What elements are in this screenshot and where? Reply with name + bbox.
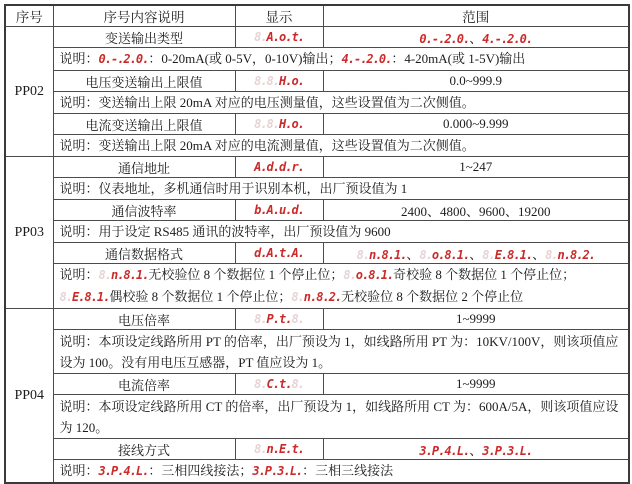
param-note: 说明：仪表地址，多机通信时用于识别本机，出厂预设值为 1	[53, 178, 629, 200]
seg-digit-lit: C.	[266, 377, 279, 391]
seg-digit-unlit: 8.	[291, 312, 304, 326]
param-note: 说明：变送输出上限 20mA 对应的电流测量值，这些设置值为二次侧值。	[53, 135, 629, 157]
param-display-7seg	[235, 439, 323, 460]
table-row	[5, 243, 629, 264]
seg-digit-lit: u.	[279, 203, 292, 217]
seg-digit-lit: t.	[291, 442, 304, 456]
seg-digit-lit: E.	[494, 247, 508, 262]
seg-digit-lit: L.	[519, 443, 533, 458]
seg-digit-unlit: 8.	[291, 290, 304, 304]
seg-digit-lit: 2.	[123, 52, 136, 66]
seg-digit-unlit: 8.	[482, 247, 495, 262]
table-row	[5, 309, 629, 330]
group-label-pp02: PP02	[5, 27, 53, 157]
seg-digit-lit: P.	[110, 464, 124, 478]
col-header-desc: 序号内容说明	[53, 5, 235, 27]
col-header-no: 序号	[5, 5, 53, 27]
param-range: 0.0~999.9	[323, 71, 629, 92]
seg-digit-lit: 2.	[328, 290, 342, 304]
seg-digit-lit: L.	[289, 464, 303, 478]
seg-digit-lit: P.	[494, 443, 508, 458]
seg-digit-lit: E.	[279, 442, 292, 456]
table-row	[5, 157, 629, 178]
seg-digit-lit: 8.	[507, 247, 520, 262]
seg-digit-unlit: 8.	[254, 312, 267, 326]
seg-digit-lit: r.	[291, 160, 304, 174]
seg-digit-lit: E.	[71, 290, 85, 304]
seg-digit-unlit: 8.	[254, 377, 267, 391]
param-range: 1~9999	[323, 374, 629, 395]
param-range: 1~247	[323, 157, 629, 178]
group-label-pp03: PP03	[5, 157, 53, 309]
seg-digit-lit: o.	[355, 268, 369, 282]
seg-digit-unlit: 8.	[254, 74, 267, 88]
seg-digit-unlit: 8.	[291, 377, 304, 391]
seg-digit-lit: 1.	[519, 247, 533, 262]
seg-digit-lit: A.	[254, 160, 267, 174]
parameter-table	[4, 4, 630, 484]
param-display-7seg	[235, 27, 323, 48]
seg-digit-lit: 8.	[444, 247, 457, 262]
seg-digit-lit: A.	[266, 203, 279, 217]
table-row	[5, 439, 629, 460]
param-note: 说明：本项设定线路所用 PT 的倍率，出厂预设为 1，如线路所用 PT 为：10KV/100V，则该项值应设为 100。没有用电压互感器，PT 值应设为 1。	[53, 330, 629, 374]
seg-digit-lit: -.	[353, 52, 367, 66]
param-range: 8.n.8.1.、8.o.8.1.、8.E.8.1.、8.n.8.2.	[323, 243, 629, 264]
table-row	[5, 221, 629, 243]
param-display-7seg	[235, 71, 323, 92]
table-row	[5, 330, 629, 374]
seg-digit-lit: 3.	[482, 443, 495, 458]
seg-digit-lit: A.	[291, 246, 304, 260]
table-row	[5, 114, 629, 135]
seg-digit-lit: t.	[279, 377, 292, 391]
param-display-7seg	[235, 374, 323, 395]
param-name: 通信数据格式	[53, 243, 235, 264]
seg-digit-lit: L.	[135, 464, 149, 478]
param-name: 电流倍率	[53, 374, 235, 395]
table-row	[5, 48, 629, 71]
seg-digit-lit: o.	[279, 30, 292, 44]
seg-digit-unlit: 8.	[254, 117, 267, 131]
seg-digit-lit: t.	[279, 246, 292, 260]
seg-digit-lit: o.	[431, 247, 445, 262]
seg-digit-lit: 3.	[507, 443, 520, 458]
seg-digit-lit: 3.	[252, 464, 265, 478]
seg-digit-lit: 3.	[419, 443, 432, 458]
seg-digit-unlit: 8.	[254, 30, 267, 44]
param-note: 说明：3.P.4.L.：三相四线接法；3.P.3.L.：三相三线接法	[53, 460, 629, 484]
seg-digit-lit: 2.	[444, 31, 457, 46]
table-row	[5, 178, 629, 200]
seg-digit-unlit: 8.	[356, 247, 370, 262]
seg-digit-lit: 2.	[582, 247, 595, 262]
param-note: 说明：本项设定线路所用 CT 的倍率，出厂预设为 1，如线路所用 CT 为：600A/5A，则该项值应设为 120。	[53, 395, 629, 439]
seg-digit-lit: -.	[494, 31, 508, 46]
seg-digit-unlit: 8.	[98, 268, 111, 282]
seg-digit-lit: n.	[369, 247, 382, 262]
param-note: 说明：8.n.8.1.无校验位 8 个数据位 1 个停止位；8.o.8.1.奇校验 8 个数据位 1 个停止位；8.E.8.1.偶校验 8 个数据位 1 个停止位；8.n.8.2.无校验位 8 个数据位 2 个停止位	[53, 264, 629, 309]
seg-digit-lit: 4.	[482, 31, 495, 46]
seg-digit-lit: d.	[279, 160, 292, 174]
table-row	[5, 135, 629, 157]
param-name: 接线方式	[53, 439, 235, 460]
seg-digit-lit: 0.	[456, 31, 470, 46]
param-name: 变送输出类型	[53, 27, 235, 48]
seg-digit-lit: 8.	[123, 268, 136, 282]
table-header-row	[5, 5, 629, 27]
param-range: 2400、4800、9600、19200	[323, 200, 629, 221]
seg-digit-lit: 4.	[123, 464, 136, 478]
seg-digit-lit: 1.	[135, 268, 149, 282]
seg-digit-lit: t.	[279, 312, 292, 326]
seg-digit-lit: 0.	[135, 52, 149, 66]
seg-digit-lit: 4.	[341, 52, 354, 66]
seg-digit-lit: A.	[266, 30, 279, 44]
param-name: 通信地址	[53, 157, 235, 178]
seg-digit-unlit: 8.	[266, 117, 279, 131]
seg-digit-lit: -.	[110, 52, 124, 66]
param-display-7seg	[235, 200, 323, 221]
seg-digit-lit: A.	[266, 246, 279, 260]
seg-digit-lit: n.	[557, 247, 570, 262]
seg-digit-lit: 0.	[519, 31, 533, 46]
seg-digit-lit: d.	[266, 160, 279, 174]
seg-digit-lit: 2.	[366, 52, 379, 66]
seg-digit-lit: 8.	[316, 290, 329, 304]
seg-digit-lit: 3.	[98, 464, 111, 478]
table-row	[5, 92, 629, 114]
seg-digit-lit: -.	[431, 31, 445, 46]
table-row	[5, 395, 629, 439]
seg-digit-lit: 1.	[96, 290, 110, 304]
param-display-7seg	[235, 309, 323, 330]
seg-digit-lit: 1.	[393, 247, 407, 262]
seg-digit-unlit: 8.	[545, 247, 558, 262]
seg-digit-unlit: 8.	[343, 268, 356, 282]
param-range: 3.P.4.L.、3.P.3.L.	[323, 439, 629, 460]
seg-digit-lit: 2.	[507, 31, 520, 46]
param-name: 电压倍率	[53, 309, 235, 330]
param-display-7seg	[235, 243, 323, 264]
seg-digit-lit: 1.	[456, 247, 470, 262]
seg-digit-lit: 8.	[569, 247, 583, 262]
seg-digit-lit: o.	[291, 117, 304, 131]
seg-digit-unlit: 8.	[266, 74, 279, 88]
seg-digit-lit: H.	[279, 117, 292, 131]
seg-digit-lit: n.	[110, 268, 124, 282]
seg-digit-lit: L.	[456, 443, 470, 458]
seg-digit-lit: 0.	[419, 31, 432, 46]
seg-digit-lit: 8.	[368, 268, 381, 282]
table-row	[5, 71, 629, 92]
seg-digit-lit: 0.	[378, 52, 392, 66]
seg-digit-lit: H.	[279, 74, 292, 88]
param-range: 1~9999	[323, 309, 629, 330]
seg-digit-lit: o.	[291, 74, 304, 88]
seg-digit-lit: t.	[291, 30, 304, 44]
group-label-pp04: PP04	[5, 309, 53, 484]
table-row	[5, 264, 629, 309]
seg-digit-lit: P.	[264, 464, 278, 478]
seg-digit-lit: 4.	[444, 443, 457, 458]
col-header-range: 范围	[323, 5, 629, 27]
seg-digit-lit: 1.	[380, 268, 394, 282]
seg-digit-lit: P.	[431, 443, 445, 458]
table-row	[5, 460, 629, 484]
seg-digit-lit: n.	[303, 290, 317, 304]
seg-digit-unlit: 8.	[419, 247, 432, 262]
table-row	[5, 200, 629, 221]
seg-digit-lit: d.	[254, 246, 267, 260]
seg-digit-lit: 8.	[381, 247, 394, 262]
seg-digit-lit: 8.	[84, 290, 97, 304]
param-name: 通信波特率	[53, 200, 235, 221]
param-name: 电流变送输出上限值	[53, 114, 235, 135]
param-note: 说明：变送输出上限 20mA 对应的电压测量值，这些设置值为二次侧值。	[53, 92, 629, 114]
param-name: 电压变送输出上限值	[53, 71, 235, 92]
param-note: 说明：0.-.2.0.：0-20mA(或 0-5V，0-10V)输出；4.-.2.0.：4-20mA(或 1-5V)输出	[53, 48, 629, 71]
seg-digit-lit: P.	[266, 312, 279, 326]
param-display-7seg	[235, 114, 323, 135]
table-row	[5, 374, 629, 395]
param-range: 0.-.2.0.、4.-.2.0.	[323, 27, 629, 48]
seg-digit-lit: d.	[291, 203, 304, 217]
seg-digit-unlit: 8.	[254, 442, 267, 456]
seg-digit-lit: b.	[254, 203, 267, 217]
param-display-7seg	[235, 157, 323, 178]
seg-digit-lit: n.	[266, 442, 279, 456]
seg-digit-lit: 3.	[277, 464, 290, 478]
seg-digit-lit: 0.	[98, 52, 111, 66]
param-note: 说明：用于设定 RS485 通讯的波特率，出厂预设值为 9600	[53, 221, 629, 243]
table-row	[5, 27, 629, 48]
param-range: 0.000~9.999	[323, 114, 629, 135]
col-header-display: 显示	[235, 5, 323, 27]
seg-digit-unlit: 8.	[59, 290, 72, 304]
